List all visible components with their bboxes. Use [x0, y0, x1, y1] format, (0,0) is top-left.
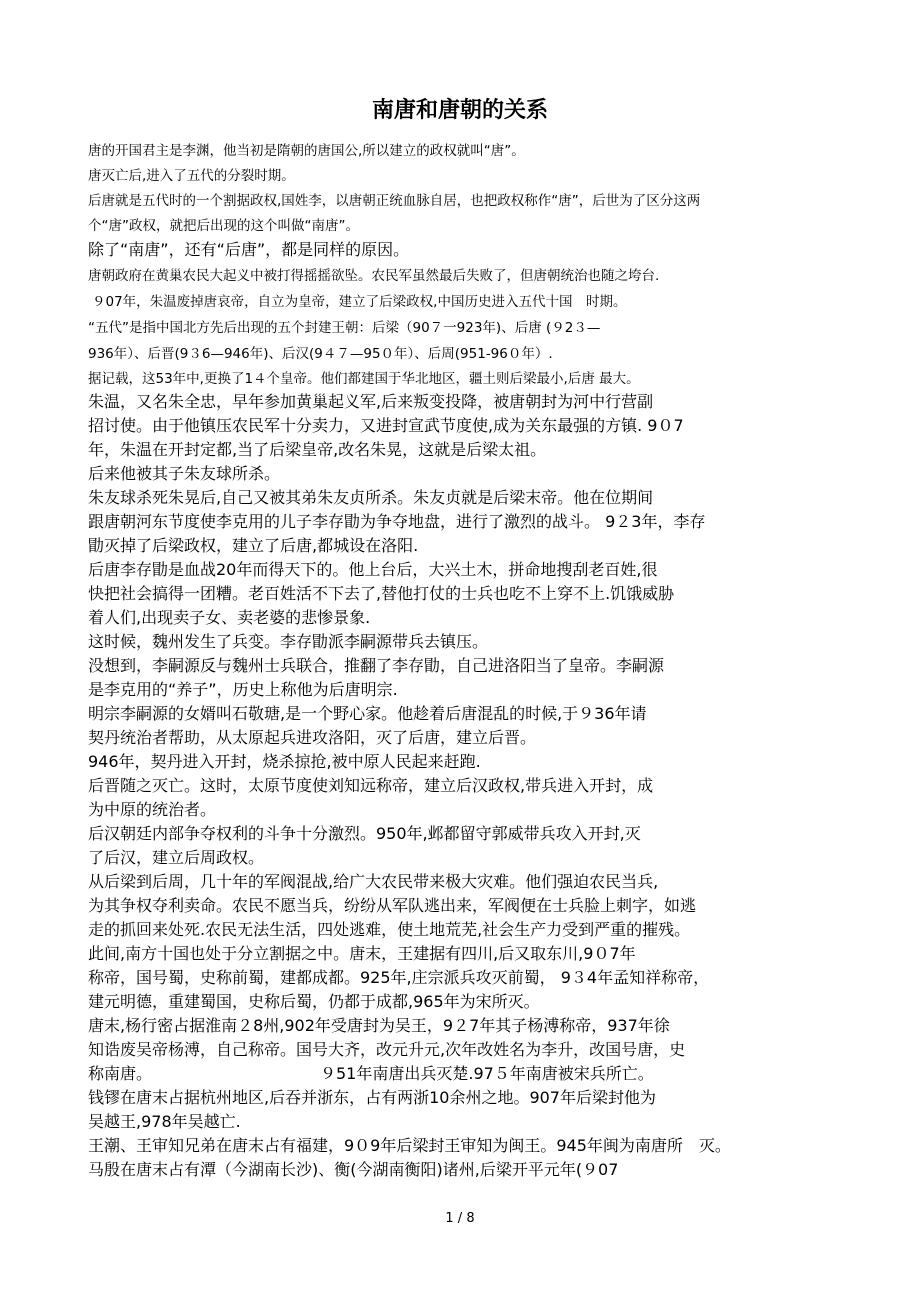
paragraph-line: 称帝，国号蜀，史称前蜀，建都成都。925年,庄宗派兵攻灭前蜀， 9３4年孟知祥称帝， — [88, 968, 710, 987]
paragraph-line: 建元明德，重建蜀国，史称后蜀，仍都于成都,965年为宋所灭。 — [88, 992, 540, 1011]
paragraph-line: 从后梁到后周，几十年的军阀混战,给广大农民带来极大灾难。他们强迫农民当兵, — [88, 872, 659, 891]
paragraph-line: 王潮、王审知兄弟在唐末占有福建，9０9年后梁封王审知为闽王。945年闽为南唐所 灭。 — [88, 1136, 731, 1155]
paragraph-line: 唐朝政府在黄巢农民大起义中被打得摇摇欲坠。农民军虽然最后失败了，但唐朝统治也随之垮台. — [88, 268, 660, 284]
paragraph-line: 是李克用的“养子”，历史上称他为后唐明宗. — [88, 680, 398, 699]
paragraph-line: 唐末,杨行密占据淮南２8州,902年受唐封为吴王，9２7年其子杨溥称帝，937年徐 — [88, 1016, 670, 1035]
paragraph-line: 招讨使。由于他镇压农民军十分卖力，又进封宣武节度使,成为关东最强的方镇. 9０7 — [88, 416, 684, 435]
paragraph-line: 朱温，又名朱全忠，早年参加黄巢起义军,后来叛变投降，被唐朝封为河中行营副 — [88, 392, 654, 411]
document-title: 南唐和唐朝的关系 — [371, 98, 548, 123]
paragraph-line: 知诰废吴帝杨溥，自己称帝。国号大齐，改元升元,次年改姓名为李升，改国号唐，史 — [88, 1040, 686, 1059]
paragraph-line: 跟唐朝河东节度使李克用的儿子李存勖为争夺地盘，进行了激烈的战斗。 9２3年，李存 — [88, 512, 706, 531]
paragraph-line: 了后汉，建立后周政权。 — [88, 848, 265, 867]
paragraph-line: 称南唐。 ９51年南唐出兵灭楚.97５年南唐被宋兵所亡。 — [88, 1064, 654, 1083]
paragraph-line: 为中原的统治者。 — [88, 800, 217, 819]
paragraph-line: 这时候，魏州发生了兵变。李存勖派李嗣源带兵去镇压。 — [88, 632, 489, 651]
paragraph-line: 勖灭掉了后梁政权，建立了后唐,都城设在洛阳. — [88, 536, 419, 555]
paragraph-line: 走的抓回来处死.农民无法生活，四处逃难，使土地荒芜,社会生产力受到严重的摧残。 — [88, 920, 691, 939]
paragraph-line: 吴越王,978年吴越亡. — [88, 1112, 241, 1131]
paragraph-line: 钱镠在唐末占据杭州地区,后吞并浙东，占有两浙10余州之地。907年后梁封他为 — [88, 1088, 656, 1107]
paragraph-line: 年，朱温在开封定都,当了后梁皇帝,改名朱晃，这就是后梁太祖。 — [88, 440, 547, 459]
paragraph-line: 除了“南唐”，还有“后唐”，都是同样的原因。 — [88, 240, 410, 259]
paragraph-line: 快把社会搞得一团糟。老百姓活不下去了,替他打仗的士兵也吃不上穿不上.饥饿威胁 — [88, 584, 675, 603]
paragraph-line: 后汉朝廷内部争夺权利的斗争十分激烈。950年,邺都留守郭威带兵攻入开封,灭 — [88, 824, 641, 843]
paragraph-line: 唐灭亡后,进入了五代的分裂时期。 — [88, 168, 295, 184]
paragraph-line: 此间,南方十国也处于分立割据之中。唐末，王建据有四川,后又取东川,9０7年 — [88, 944, 636, 963]
paragraph-line: 946年，契丹进入开封，烧杀掠抢,被中原人民起来赶跑. — [88, 752, 481, 771]
paragraph-line: 契丹统治者帮助，从太原起兵进攻洛阳，灭了后唐，建立后晋。 — [88, 728, 537, 747]
paragraph-line: 据记载，这53年中,更换了1４个皇帝。他们都建国于华北地区，疆土则后梁最小,后唐 最大。 — [88, 371, 640, 387]
paragraph-line: 个“唐”政权，就把后出现的这个叫做“南唐”。 — [88, 218, 359, 234]
paragraph-line: 着人们,出现卖子女、卖老婆的悲惨景象. — [88, 608, 371, 627]
paragraph-line: 后晋随之灭亡。这时，太原节度使刘知远称帝，建立后汉政权,带兵进入开封，成 — [88, 776, 654, 795]
paragraph-line: 马殷在唐末占有潭（今湖南长沙)、衡(今湖南衡阳)诸州,后梁开平元年(９07 — [88, 1160, 619, 1179]
paragraph-line: ９07年，朱温废掉唐哀帝，自立为皇帝，建立了后梁政权,中国历史进入五代十国 时期。 — [92, 294, 627, 310]
paragraph-line: 唐的开国君主是李渊，他当初是隋朝的唐国公,所以建立的政权就叫“唐”。 — [88, 143, 525, 159]
paragraph-line: 为其争权夺利卖命。农民不愿当兵，纷纷从军队逃出来，军阀便在士兵脸上刺字，如逃 — [88, 896, 697, 915]
paragraph-line: 后唐李存勖是血战20年而得天下的。他上台后，大兴土木，拼命地搜刮老百姓,很 — [88, 560, 658, 579]
paragraph-line: “五代”是指中国北方先后出现的五个封建王朝：后梁（90７一923年)、后唐 (９2３— — [88, 320, 601, 336]
paragraph-line: 后来他被其子朱友球所杀。 — [88, 464, 281, 483]
paragraph-line: 936年）、后晋(9３6—946年)、后汉(9４７—95０年）、后周(951-96０年）. — [88, 346, 553, 362]
paragraph-line: 朱友球杀死朱晃后,自己又被其弟朱友贞所杀。朱友贞就是后梁末帝。他在位期间 — [88, 488, 654, 507]
paragraph-line: 没想到，李嗣源反与魏州士兵联合，推翻了李存勖，自己进洛阳当了皇帝。李嗣源 — [88, 656, 665, 675]
paragraph-line: 明宗李嗣源的女婿叫石敬瑭,是一个野心家。他趁着后唐混乱的时候,于９36年请 — [88, 704, 647, 723]
paragraph-line: 后唐就是五代时的一个割据政权,国姓李，以唐朝正统血脉自居，也把政权称作“唐”，后世为了区分这两 — [88, 193, 701, 209]
page-number: 1 / 8 — [445, 1211, 475, 1226]
